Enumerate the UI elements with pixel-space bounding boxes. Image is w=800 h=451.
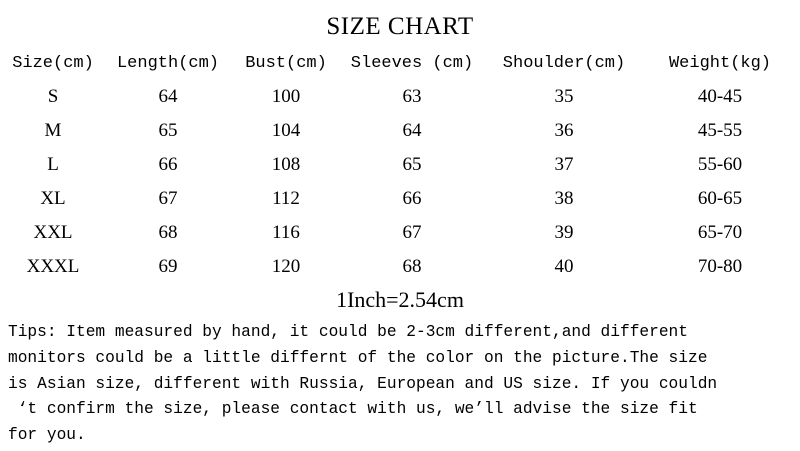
header-shoulder: Shoulder(cm) bbox=[502, 54, 626, 73]
table-cell: XXL bbox=[33, 222, 73, 243]
inch-conversion: 1Inch=2.54cm bbox=[336, 287, 464, 312]
table-cell: XXXL bbox=[26, 256, 80, 277]
table-cell: 36 bbox=[554, 120, 574, 141]
table-cell: 65 bbox=[402, 154, 422, 175]
table-cell: S bbox=[47, 86, 59, 107]
tips-line: ‘t confirm the size, please contact with us, we’ll advise the size fit bbox=[8, 400, 698, 419]
table-cell: 67 bbox=[402, 222, 422, 243]
tips-line: Tips: Item measured by hand, it could be 2-3cm different,and different bbox=[8, 323, 688, 341]
table-cell: 37 bbox=[554, 154, 574, 175]
tips-line: for you. bbox=[8, 426, 86, 445]
table-cell: 68 bbox=[402, 256, 422, 277]
table-cell: 68 bbox=[158, 222, 178, 243]
table-cell: 66 bbox=[402, 188, 422, 209]
table-cell: L bbox=[47, 154, 59, 175]
chart-title: SIZE CHART bbox=[326, 13, 474, 40]
table-cell: 112 bbox=[272, 188, 300, 209]
table-cell: 39 bbox=[554, 222, 574, 243]
header-bust: Bust(cm) bbox=[245, 54, 327, 73]
table-cell: 38 bbox=[554, 188, 574, 209]
table-cell: 65 bbox=[158, 120, 178, 141]
table-cell: 108 bbox=[271, 154, 301, 175]
table-cell: XL bbox=[40, 188, 66, 209]
table-cell: 100 bbox=[271, 86, 301, 107]
header-weight: Weight(kg) bbox=[668, 54, 772, 73]
table-cell: 67 bbox=[158, 188, 178, 209]
table-cell: 69 bbox=[158, 256, 178, 277]
tips-line: monitors could be a little differnt of the color on the picture.The size bbox=[8, 348, 708, 367]
tips-line: is Asian size, different with Russia, European and US size. If you couldn bbox=[8, 374, 718, 393]
table-cell: 104 bbox=[271, 120, 301, 141]
table-cell: 40 bbox=[554, 256, 574, 277]
header-sleeves: Sleeves (cm) bbox=[350, 54, 474, 73]
header-size: Size(cm) bbox=[12, 54, 94, 73]
tips-text bbox=[8, 320, 798, 449]
table-cell: 40-45 bbox=[697, 86, 743, 107]
table-cell: 64 bbox=[402, 120, 422, 141]
table-cell: 45-55 bbox=[697, 120, 743, 141]
table-cell: M bbox=[44, 120, 62, 141]
table-cell: 55-60 bbox=[697, 154, 743, 175]
table-cell: 35 bbox=[554, 86, 574, 107]
header-length: Length(cm) bbox=[116, 54, 220, 73]
table-cell: 120 bbox=[271, 256, 301, 277]
table-cell: 63 bbox=[402, 86, 422, 107]
table-cell: 65-70 bbox=[697, 222, 743, 243]
table-cell: 70-80 bbox=[697, 256, 743, 277]
table-cell: 66 bbox=[158, 154, 178, 175]
table-cell: 60-65 bbox=[697, 188, 743, 209]
table-cell: 64 bbox=[158, 86, 178, 107]
table-cell: 116 bbox=[272, 222, 300, 243]
